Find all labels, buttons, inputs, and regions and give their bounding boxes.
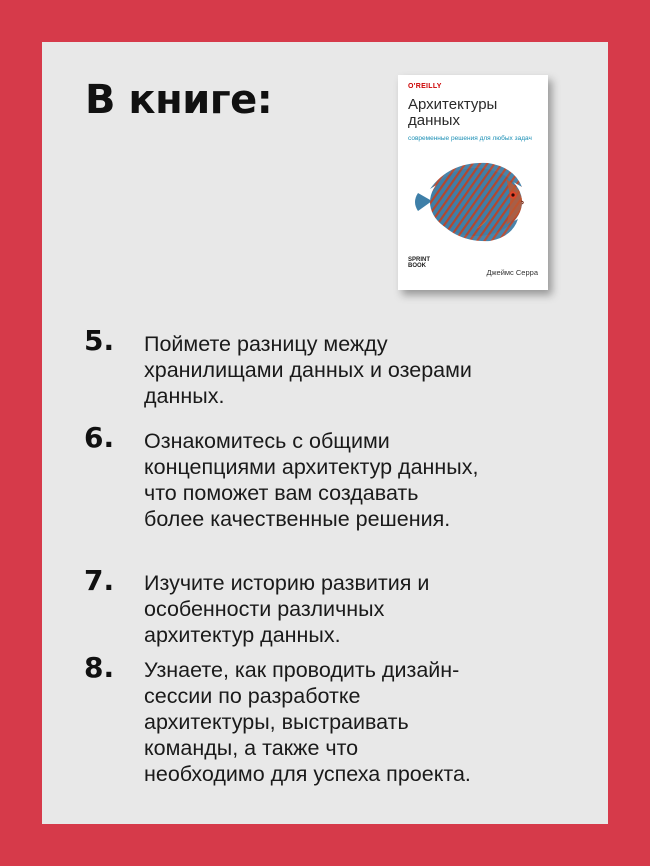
item-number: 6. [84, 421, 115, 454]
book-title: Архитектуры данных [408, 96, 498, 129]
item-number: 8. [84, 651, 115, 684]
item-text: Ознакомитесь с общими концепциями архитектур данных, что поможет вам создавать более качественные решения. [144, 429, 479, 531]
imprint-logo: SPRINT BOOK [408, 257, 431, 269]
book-cover [398, 75, 548, 290]
item-text: Изучите историю развития и особенности различных архитектур данных. [144, 571, 430, 647]
item-number: 5. [84, 324, 115, 357]
page-heading: В книге: [85, 77, 273, 123]
item-text: Узнаете, как проводить дизайн-сессии по разработке архитектуры, выстраивать команды, а также что необходимо для успеха проекта. [144, 658, 471, 786]
item-number: 7. [84, 564, 115, 597]
content-panel [42, 42, 608, 824]
item-text: Поймете разницу между хранилищами данных и озерами данных. [144, 332, 472, 408]
book-subtitle: современные решения для любых задач [408, 135, 532, 142]
discus-fish-illustration [410, 157, 538, 247]
book-author: Джеймс Серра [486, 268, 538, 277]
publisher-logo: O'REILLY [408, 83, 442, 90]
